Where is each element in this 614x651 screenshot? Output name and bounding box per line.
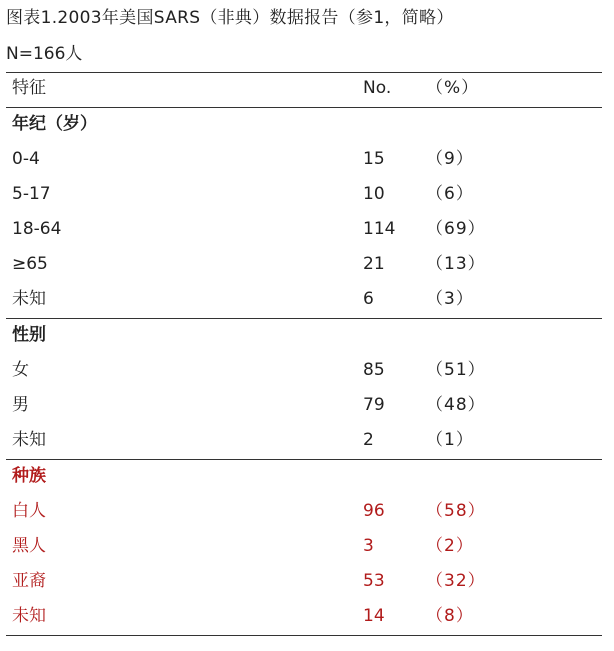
row-percent: （2）	[426, 536, 474, 556]
table-row	[0, 423, 614, 458]
row-percent: （9）	[426, 149, 474, 169]
table-row	[0, 212, 614, 247]
group-header-age	[0, 107, 614, 142]
row-label: 白人	[12, 501, 46, 521]
row-label: 5-17	[12, 184, 51, 204]
table-row	[0, 353, 614, 388]
table-row	[0, 494, 614, 529]
table-header-row	[0, 71, 614, 106]
row-count: 53	[363, 571, 385, 591]
row-percent: （51）	[426, 360, 486, 380]
row-percent: （13）	[426, 254, 486, 274]
header-pct: （%）	[426, 78, 480, 98]
row-label: ≥65	[12, 254, 48, 274]
row-label: 0-4	[12, 149, 40, 169]
row-percent: （6）	[426, 184, 474, 204]
header-label: 特征	[12, 78, 46, 98]
row-count: 85	[363, 360, 385, 380]
table-row	[0, 599, 614, 634]
group-header-sex	[0, 318, 614, 353]
table-row	[0, 247, 614, 282]
group-title: 性别	[12, 325, 46, 345]
row-label: 未知	[12, 606, 46, 626]
table-row	[0, 142, 614, 177]
row-count: 114	[363, 219, 396, 239]
row-count: 15	[363, 149, 385, 169]
table-row	[0, 564, 614, 599]
table-row	[0, 177, 614, 212]
row-percent: （32）	[426, 571, 486, 591]
table-caption: 图表1.2003年美国SARS（非典）数据报告（参1，简略）	[6, 8, 454, 28]
table-row	[0, 529, 614, 564]
table-bottom-rule	[6, 635, 602, 636]
row-count: 2	[363, 430, 374, 450]
row-percent: （69）	[426, 219, 486, 239]
row-label: 未知	[12, 289, 46, 309]
table-row	[0, 388, 614, 423]
row-percent: （3）	[426, 289, 474, 309]
row-label: 男	[12, 395, 29, 415]
sample-size: N=166人	[6, 44, 83, 64]
row-count: 21	[363, 254, 385, 274]
row-label: 亚裔	[12, 571, 46, 591]
row-percent: （48）	[426, 395, 486, 415]
group-title: 种族	[12, 466, 46, 486]
row-count: 14	[363, 606, 385, 626]
row-label: 黑人	[12, 536, 46, 556]
group-header-race	[0, 459, 614, 494]
header-no: No.	[363, 78, 392, 98]
row-percent: （58）	[426, 501, 486, 521]
row-count: 96	[363, 501, 385, 521]
row-percent: （8）	[426, 606, 474, 626]
row-label: 女	[12, 360, 29, 380]
row-count: 6	[363, 289, 374, 309]
row-count: 3	[363, 536, 374, 556]
row-count: 79	[363, 395, 385, 415]
row-percent: （1）	[426, 430, 474, 450]
row-label: 18-64	[12, 219, 62, 239]
group-title: 年纪（岁）	[12, 114, 97, 134]
table-row	[0, 282, 614, 317]
row-label: 未知	[12, 430, 46, 450]
row-count: 10	[363, 184, 385, 204]
